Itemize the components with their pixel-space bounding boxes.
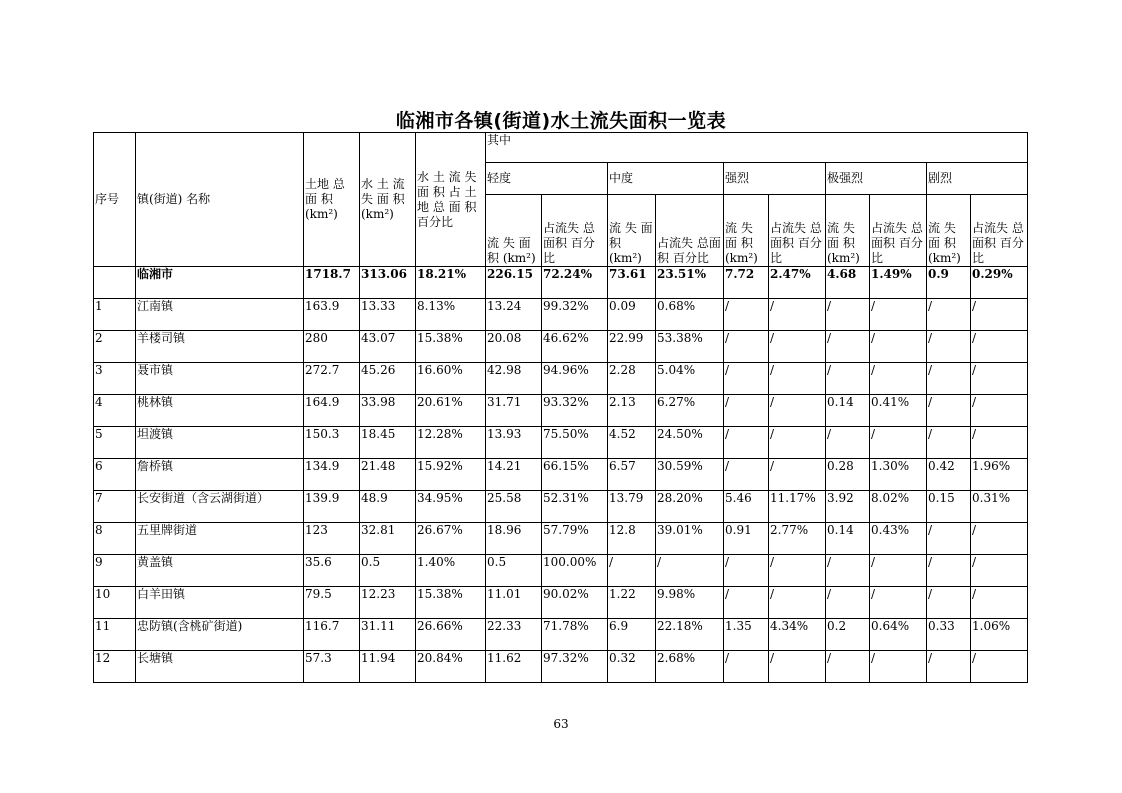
cell-strong-ratio: / — [769, 427, 826, 459]
cell-moderate-ratio: 24.50% — [656, 427, 724, 459]
cell-light-area: 18.96 — [486, 523, 542, 555]
cell-strong-area: / — [724, 587, 769, 619]
cell-name: 白羊田镇 — [136, 587, 304, 619]
cell-index: 12 — [94, 651, 136, 683]
cell-name: 忠防镇(含桃矿街道) — [136, 619, 304, 651]
cell-loss-ratio: 15.92% — [416, 459, 486, 491]
soil-erosion-table — [93, 132, 1028, 683]
cell-light-ratio: 75.50% — [542, 427, 608, 459]
cell-very-strong-ratio: / — [870, 331, 927, 363]
cell-name: 江南镇 — [136, 299, 304, 331]
cell-very-strong-area: / — [826, 651, 870, 683]
cell-land-area: 134.9 — [304, 459, 360, 491]
cell-loss-area: 18.45 — [360, 427, 416, 459]
cell-strong-area: / — [724, 555, 769, 587]
cell-loss-area: 11.94 — [360, 651, 416, 683]
cell-light-area: 14.21 — [486, 459, 542, 491]
cell-very-strong-area: / — [826, 427, 870, 459]
table-row — [94, 331, 1028, 363]
cell-loss-ratio: 8.13% — [416, 299, 486, 331]
cell-very-strong-area: 0.2 — [826, 619, 870, 651]
table-row-total — [94, 267, 1028, 299]
cell-very-strong-ratio: / — [870, 555, 927, 587]
header-moderate-area: 流 失 面 积 (km²) — [608, 195, 656, 267]
cell-strong-ratio: 4.34% — [769, 619, 826, 651]
cell-moderate-ratio: 9.98% — [656, 587, 724, 619]
cell-very-strong-area: 0.14 — [826, 395, 870, 427]
cell-land-area: 116.7 — [304, 619, 360, 651]
cell-severe-area: / — [927, 651, 971, 683]
table-row — [94, 619, 1028, 651]
table-row — [94, 395, 1028, 427]
cell-very-strong-ratio: 0.41% — [870, 395, 927, 427]
cell-light-ratio: 90.02% — [542, 587, 608, 619]
cell-moderate-ratio: 39.01% — [656, 523, 724, 555]
cell-severe-ratio: / — [971, 331, 1028, 363]
table-row — [94, 587, 1028, 619]
cell-land-area: 79.5 — [304, 587, 360, 619]
header-severe-ratio: 占流失 总面积 百分比 — [971, 195, 1028, 267]
cell-severe-area: 0.9 — [927, 267, 971, 299]
cell-loss-ratio: 26.66% — [416, 619, 486, 651]
cell-land-area: 35.6 — [304, 555, 360, 587]
table-row — [94, 491, 1028, 523]
cell-very-strong-ratio: / — [870, 427, 927, 459]
header-very-strong-ratio: 占流失 总面积 百分比 — [870, 195, 927, 267]
cell-loss-area: 31.11 — [360, 619, 416, 651]
cell-strong-ratio: 11.17% — [769, 491, 826, 523]
cell-severe-area: 0.42 — [927, 459, 971, 491]
cell-moderate-area: 0.09 — [608, 299, 656, 331]
cell-severe-area: / — [927, 427, 971, 459]
cell-moderate-area: 6.9 — [608, 619, 656, 651]
table-row — [94, 363, 1028, 395]
cell-severe-ratio: 1.96% — [971, 459, 1028, 491]
cell-loss-ratio: 34.95% — [416, 491, 486, 523]
cell-name: 长塘镇 — [136, 651, 304, 683]
cell-severe-ratio: / — [971, 523, 1028, 555]
header-level-severe: 剧烈 — [927, 163, 1028, 195]
header-strong-ratio: 占流失 总面积 百分比 — [769, 195, 826, 267]
cell-loss-ratio: 12.28% — [416, 427, 486, 459]
cell-index: 11 — [94, 619, 136, 651]
cell-index: 8 — [94, 523, 136, 555]
cell-land-area: 280 — [304, 331, 360, 363]
cell-very-strong-area: 0.28 — [826, 459, 870, 491]
cell-light-area: 13.24 — [486, 299, 542, 331]
cell-severe-area: / — [927, 587, 971, 619]
cell-very-strong-ratio: 1.30% — [870, 459, 927, 491]
cell-strong-area: / — [724, 363, 769, 395]
cell-moderate-area: / — [608, 555, 656, 587]
header-index: 序号 — [94, 133, 136, 267]
cell-loss-ratio: 26.67% — [416, 523, 486, 555]
cell-moderate-ratio: 53.38% — [656, 331, 724, 363]
cell-index: 6 — [94, 459, 136, 491]
cell-loss-ratio: 18.21% — [416, 267, 486, 299]
cell-loss-area: 12.23 — [360, 587, 416, 619]
table-title: 临湘市各镇(街道)水土流失面积一览表 — [395, 110, 727, 132]
cell-very-strong-ratio: 0.43% — [870, 523, 927, 555]
cell-strong-ratio: / — [769, 363, 826, 395]
cell-very-strong-ratio: / — [870, 363, 927, 395]
cell-moderate-area: 13.79 — [608, 491, 656, 523]
table-row — [94, 651, 1028, 683]
header-name: 镇(街道) 名称 — [136, 133, 304, 267]
cell-severe-ratio: / — [971, 555, 1028, 587]
cell-very-strong-area: 0.14 — [826, 523, 870, 555]
cell-very-strong-area: 4.68 — [826, 267, 870, 299]
cell-light-ratio: 93.32% — [542, 395, 608, 427]
cell-moderate-area: 2.28 — [608, 363, 656, 395]
header-light-area: 流 失 面 积 (km²) — [486, 195, 542, 267]
cell-moderate-area: 12.8 — [608, 523, 656, 555]
cell-name: 羊楼司镇 — [136, 331, 304, 363]
cell-severe-area: / — [927, 331, 971, 363]
cell-loss-area: 0.5 — [360, 555, 416, 587]
cell-land-area: 150.3 — [304, 427, 360, 459]
cell-name: 五里牌街道 — [136, 523, 304, 555]
cell-very-strong-ratio: / — [870, 299, 927, 331]
cell-light-area: 25.58 — [486, 491, 542, 523]
cell-moderate-ratio: 28.20% — [656, 491, 724, 523]
cell-severe-ratio: 1.06% — [971, 619, 1028, 651]
cell-land-area: 164.9 — [304, 395, 360, 427]
cell-index: 2 — [94, 331, 136, 363]
header-level-very-strong: 极强烈 — [826, 163, 927, 195]
cell-strong-ratio: / — [769, 395, 826, 427]
cell-loss-ratio: 20.84% — [416, 651, 486, 683]
cell-strong-area: 0.91 — [724, 523, 769, 555]
cell-loss-area: 33.98 — [360, 395, 416, 427]
cell-light-ratio: 66.15% — [542, 459, 608, 491]
cell-light-ratio: 57.79% — [542, 523, 608, 555]
cell-index: 1 — [94, 299, 136, 331]
cell-loss-ratio: 20.61% — [416, 395, 486, 427]
cell-index: 10 — [94, 587, 136, 619]
cell-name: 坦渡镇 — [136, 427, 304, 459]
header-loss-ratio: 水 土 流 失 面 积 占 土 地 总 面 积 百分比 — [416, 133, 486, 267]
header-severe-area: 流 失 面 积 (km²) — [927, 195, 971, 267]
cell-light-ratio: 72.24% — [542, 267, 608, 299]
cell-strong-area: / — [724, 395, 769, 427]
cell-moderate-ratio: 6.27% — [656, 395, 724, 427]
header-of-which: 其中 — [486, 133, 1028, 163]
cell-strong-ratio: / — [769, 299, 826, 331]
cell-severe-area: / — [927, 363, 971, 395]
cell-light-area: 31.71 — [486, 395, 542, 427]
header-level-moderate: 中度 — [608, 163, 724, 195]
cell-moderate-ratio: 30.59% — [656, 459, 724, 491]
table-row — [94, 459, 1028, 491]
cell-index: 9 — [94, 555, 136, 587]
cell-very-strong-area: / — [826, 299, 870, 331]
cell-severe-ratio: / — [971, 651, 1028, 683]
cell-loss-area: 21.48 — [360, 459, 416, 491]
cell-moderate-ratio: 23.51% — [656, 267, 724, 299]
cell-loss-ratio: 15.38% — [416, 587, 486, 619]
cell-light-ratio: 99.32% — [542, 299, 608, 331]
cell-moderate-ratio: 2.68% — [656, 651, 724, 683]
cell-light-area: 22.33 — [486, 619, 542, 651]
cell-moderate-ratio: 5.04% — [656, 363, 724, 395]
cell-loss-area: 48.9 — [360, 491, 416, 523]
cell-very-strong-ratio: 8.02% — [870, 491, 927, 523]
cell-severe-ratio: / — [971, 395, 1028, 427]
cell-moderate-ratio: / — [656, 555, 724, 587]
header-level-light: 轻度 — [486, 163, 608, 195]
cell-index: 4 — [94, 395, 136, 427]
cell-name: 黄盖镇 — [136, 555, 304, 587]
cell-light-ratio: 97.32% — [542, 651, 608, 683]
cell-name: 聂市镇 — [136, 363, 304, 395]
cell-moderate-ratio: 22.18% — [656, 619, 724, 651]
cell-moderate-area: 4.52 — [608, 427, 656, 459]
cell-severe-area: / — [927, 299, 971, 331]
cell-moderate-area: 0.32 — [608, 651, 656, 683]
cell-index: 3 — [94, 363, 136, 395]
cell-severe-area: / — [927, 555, 971, 587]
cell-light-area: 11.62 — [486, 651, 542, 683]
cell-strong-ratio: / — [769, 651, 826, 683]
cell-moderate-area: 2.13 — [608, 395, 656, 427]
cell-land-area: 163.9 — [304, 299, 360, 331]
cell-severe-ratio: 0.29% — [971, 267, 1028, 299]
cell-index: 7 — [94, 491, 136, 523]
cell-light-area: 226.15 — [486, 267, 542, 299]
cell-light-area: 0.5 — [486, 555, 542, 587]
cell-name: 桃林镇 — [136, 395, 304, 427]
cell-severe-ratio: 0.31% — [971, 491, 1028, 523]
cell-name: 临湘市 — [136, 267, 304, 299]
cell-very-strong-ratio: 1.49% — [870, 267, 927, 299]
cell-strong-area: 1.35 — [724, 619, 769, 651]
cell-light-ratio: 100.00% — [542, 555, 608, 587]
cell-moderate-area: 73.61 — [608, 267, 656, 299]
cell-very-strong-area: / — [826, 363, 870, 395]
cell-land-area: 1718.7 — [304, 267, 360, 299]
cell-strong-ratio: 2.77% — [769, 523, 826, 555]
page-number: 63 — [553, 717, 569, 731]
cell-moderate-area: 1.22 — [608, 587, 656, 619]
header-loss-area: 水 土 流 失 面 积 (km²) — [360, 133, 416, 267]
cell-strong-ratio: / — [769, 555, 826, 587]
cell-strong-area: / — [724, 331, 769, 363]
cell-strong-ratio: / — [769, 587, 826, 619]
cell-light-area: 13.93 — [486, 427, 542, 459]
cell-light-ratio: 71.78% — [542, 619, 608, 651]
cell-name: 詹桥镇 — [136, 459, 304, 491]
cell-moderate-area: 6.57 — [608, 459, 656, 491]
cell-light-ratio: 46.62% — [542, 331, 608, 363]
cell-loss-ratio: 15.38% — [416, 331, 486, 363]
cell-loss-area: 13.33 — [360, 299, 416, 331]
cell-severe-ratio: / — [971, 427, 1028, 459]
table-row — [94, 299, 1028, 331]
table-row — [94, 523, 1028, 555]
header-strong-area: 流 失 面 积 (km²) — [724, 195, 769, 267]
header-light-ratio: 占流失 总面积 百分比 — [542, 195, 608, 267]
header-land-area: 土地 总 面 积(km²) — [304, 133, 360, 267]
cell-light-ratio: 52.31% — [542, 491, 608, 523]
cell-very-strong-area: / — [826, 555, 870, 587]
cell-moderate-ratio: 0.68% — [656, 299, 724, 331]
cell-loss-ratio: 16.60% — [416, 363, 486, 395]
header-level-strong: 强烈 — [724, 163, 826, 195]
cell-severe-area: 0.15 — [927, 491, 971, 523]
cell-light-ratio: 94.96% — [542, 363, 608, 395]
cell-light-area: 20.08 — [486, 331, 542, 363]
cell-loss-area: 43.07 — [360, 331, 416, 363]
cell-strong-area: 7.72 — [724, 267, 769, 299]
header-moderate-ratio: 占流失 总面积 百分比 — [656, 195, 724, 267]
cell-strong-ratio: 2.47% — [769, 267, 826, 299]
cell-loss-area: 313.06 — [360, 267, 416, 299]
cell-severe-ratio: / — [971, 587, 1028, 619]
cell-land-area: 139.9 — [304, 491, 360, 523]
cell-strong-area: / — [724, 651, 769, 683]
cell-land-area: 57.3 — [304, 651, 360, 683]
cell-light-area: 11.01 — [486, 587, 542, 619]
cell-very-strong-ratio: / — [870, 587, 927, 619]
cell-very-strong-area: / — [826, 331, 870, 363]
cell-strong-ratio: / — [769, 331, 826, 363]
cell-loss-area: 32.81 — [360, 523, 416, 555]
cell-very-strong-area: / — [826, 587, 870, 619]
cell-severe-area: 0.33 — [927, 619, 971, 651]
cell-strong-area: / — [724, 299, 769, 331]
cell-strong-area: 5.46 — [724, 491, 769, 523]
cell-land-area: 123 — [304, 523, 360, 555]
cell-strong-ratio: / — [769, 459, 826, 491]
cell-name: 长安街道（含云湖街道） — [136, 491, 304, 523]
cell-severe-area: / — [927, 523, 971, 555]
cell-very-strong-ratio: 0.64% — [870, 619, 927, 651]
header-very-strong-area: 流 失 面 积 (km²) — [826, 195, 870, 267]
cell-index — [94, 267, 136, 299]
cell-strong-area: / — [724, 427, 769, 459]
cell-strong-area: / — [724, 459, 769, 491]
cell-severe-ratio: / — [971, 299, 1028, 331]
cell-severe-area: / — [927, 395, 971, 427]
cell-land-area: 272.7 — [304, 363, 360, 395]
table-row — [94, 427, 1028, 459]
cell-index: 5 — [94, 427, 136, 459]
cell-severe-ratio: / — [971, 363, 1028, 395]
cell-light-area: 42.98 — [486, 363, 542, 395]
cell-loss-area: 45.26 — [360, 363, 416, 395]
table-row — [94, 555, 1028, 587]
cell-moderate-area: 22.99 — [608, 331, 656, 363]
cell-loss-ratio: 1.40% — [416, 555, 486, 587]
cell-very-strong-ratio: / — [870, 651, 927, 683]
cell-very-strong-area: 3.92 — [826, 491, 870, 523]
